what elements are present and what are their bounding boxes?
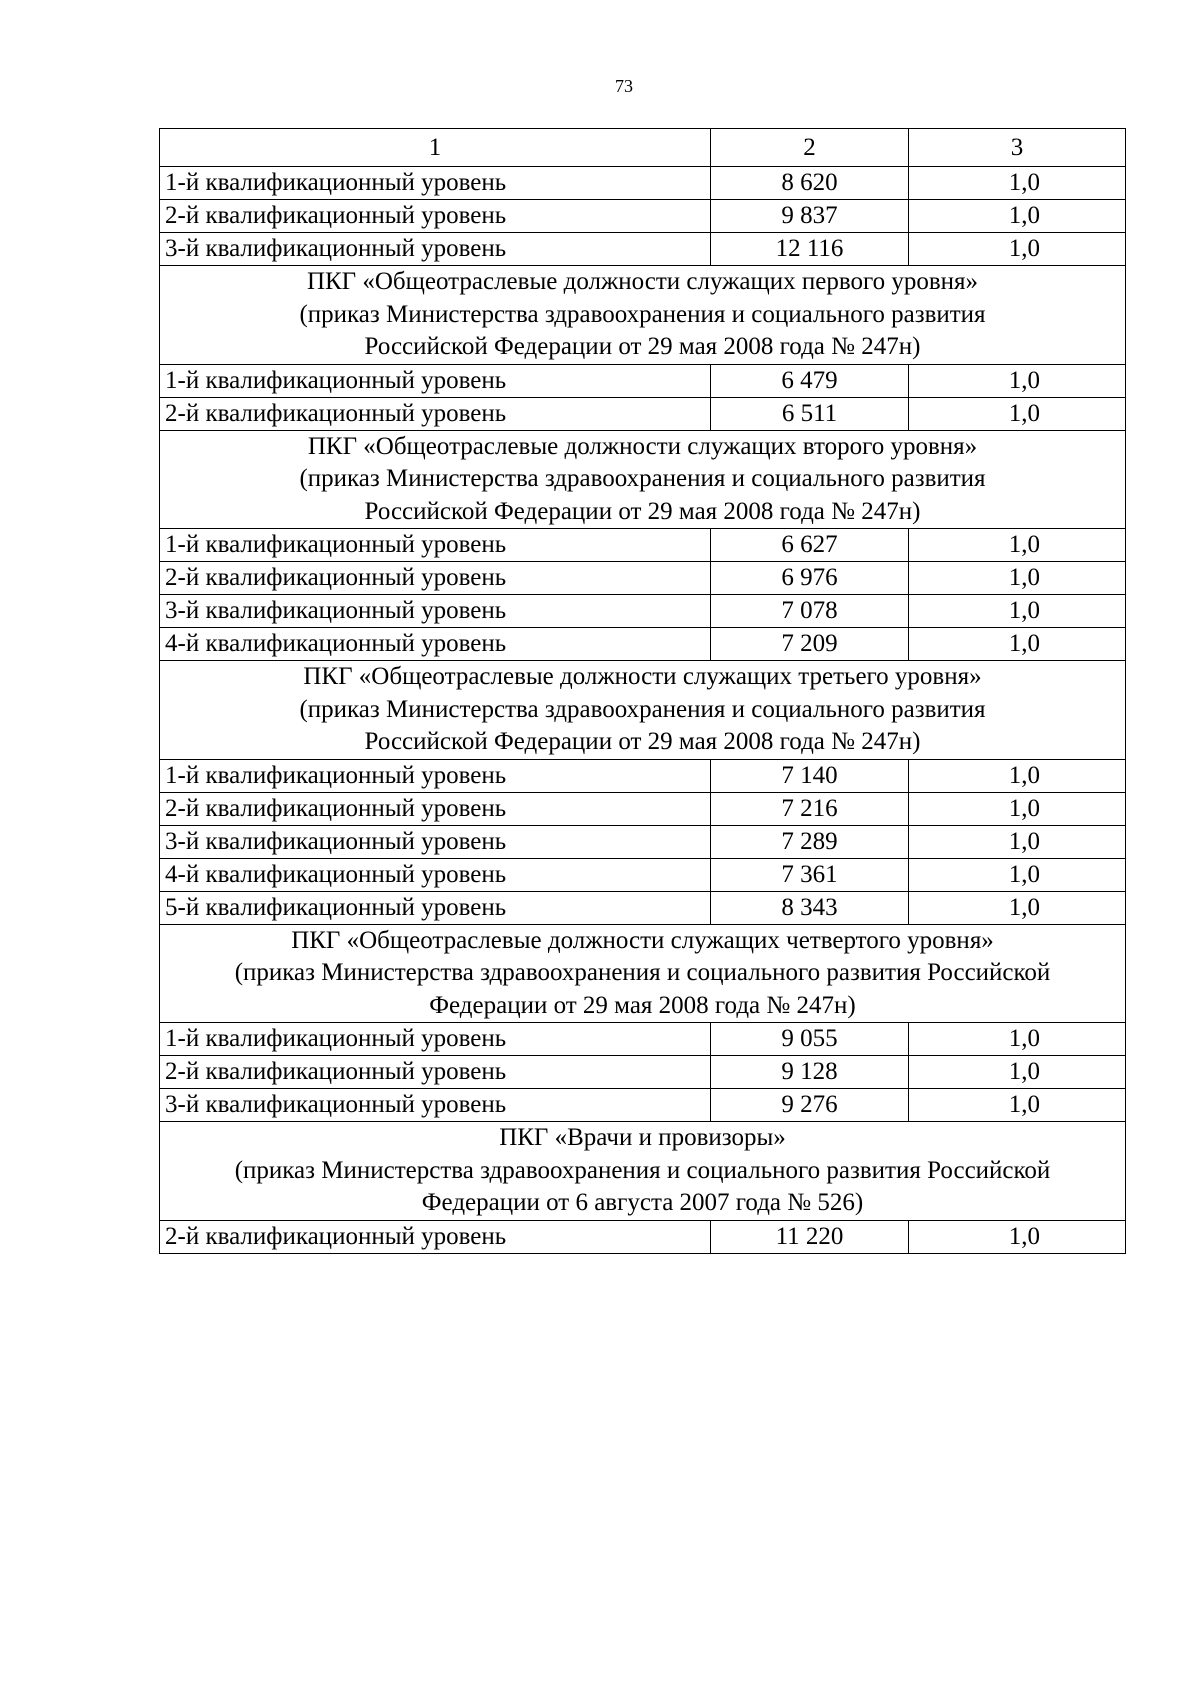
group-title-line: ПКГ «Общеотраслевые должности служащих второго уровня»: [307, 432, 978, 460]
salary-cell: 8 620: [711, 167, 909, 200]
table-row: [160, 233, 1126, 266]
coefficient-cell: 1,0: [909, 1089, 1126, 1122]
salary-cell: 11 220: [711, 1220, 909, 1253]
table-header-row: [160, 129, 1126, 167]
salary-cell: 7 209: [711, 628, 909, 661]
salary-cell: 7 361: [711, 858, 909, 891]
coefficient-cell: 1,0: [909, 792, 1126, 825]
table-row: [160, 792, 1126, 825]
qualification-level-cell: 5-й квалификационный уровень: [160, 891, 711, 924]
qualification-level-cell: 2-й квалификационный уровень: [160, 562, 711, 595]
salary-cell: 9 055: [711, 1023, 909, 1056]
table-row: [160, 529, 1126, 562]
table-row: [160, 562, 1126, 595]
column-header-2: 2: [711, 129, 909, 167]
group-title-line: (приказ Министерства здравоохранения и социального развития Российской: [234, 959, 1051, 986]
salary-cell: 6 976: [711, 562, 909, 595]
salary-cell: 6 627: [711, 529, 909, 562]
table-row: [160, 200, 1126, 233]
salary-cell: 7 078: [711, 595, 909, 628]
table-row: [160, 1056, 1126, 1089]
group-header-row: [160, 1122, 1126, 1221]
coefficient-cell: 1,0: [909, 759, 1126, 792]
salary-cell: 9 128: [711, 1056, 909, 1089]
qualification-level-cell: 1-й квалификационный уровень: [160, 1023, 711, 1056]
page-number: 73: [615, 76, 633, 96]
group-title-line: Федерации от 29 мая 2008 года № 247н): [429, 991, 856, 1019]
salary-cell: 9 276: [711, 1089, 909, 1122]
salary-cell: 12 116: [711, 233, 909, 266]
group-title-line: Российской Федерации от 29 мая 2008 года № 247н): [364, 728, 921, 755]
salary-cell: 8 343: [711, 891, 909, 924]
qualification-level-cell: 2-й квалификационный уровень: [160, 792, 711, 825]
group-title-line: (приказ Министерства здравоохранения и социального развития: [299, 465, 986, 492]
table-row: [160, 1220, 1126, 1253]
table-row: [160, 1089, 1126, 1122]
qualification-level-cell: 4-й квалификационный уровень: [160, 628, 711, 661]
salary-table-body: [160, 129, 1126, 1254]
table-row: [160, 1023, 1126, 1056]
table-row: [160, 759, 1126, 792]
table-row: [160, 167, 1126, 200]
coefficient-cell: 1,0: [909, 825, 1126, 858]
coefficient-cell: 1,0: [909, 167, 1126, 200]
qualification-level-cell: 3-й квалификационный уровень: [160, 233, 711, 266]
coefficient-cell: 1,0: [909, 364, 1126, 397]
table-row: [160, 825, 1126, 858]
column-header-1: 1: [160, 129, 711, 167]
group-header-row: [160, 924, 1126, 1023]
group-title-line: (приказ Министерства здравоохранения и социального развития: [299, 695, 986, 723]
group-title-line: Федерации от 6 августа 2007 года № 526): [421, 1189, 864, 1216]
group-title-line: (приказ Министерства здравоохранения и социального развития: [299, 300, 986, 328]
qualification-level-cell: 2-й квалификационный уровень: [160, 397, 711, 430]
qualification-level-cell: 1-й квалификационный уровень: [160, 364, 711, 397]
group-title: [160, 1122, 1126, 1221]
salary-cell: 7 140: [711, 759, 909, 792]
group-title-line: ПКГ «Общеотраслевые должности служащих третьего уровня»: [303, 663, 982, 690]
salary-cell: 7 289: [711, 825, 909, 858]
table-row: [160, 397, 1126, 430]
qualification-level-cell: 2-й квалификационный уровень: [160, 1056, 711, 1089]
qualification-level-cell: 3-й квалификационный уровень: [160, 1089, 711, 1122]
qualification-level-cell: 3-й квалификационный уровень: [160, 825, 711, 858]
table-row: [160, 891, 1126, 924]
coefficient-cell: 1,0: [909, 628, 1126, 661]
group-title-line: Российской Федерации от 29 мая 2008 года № 247н): [364, 333, 921, 360]
salary-cell: 9 837: [711, 200, 909, 233]
table-row: [160, 595, 1126, 628]
table-row: [160, 364, 1126, 397]
qualification-level-cell: 1-й квалификационный уровень: [160, 529, 711, 562]
group-header-row: [160, 661, 1126, 760]
salary-cell: 6 479: [711, 364, 909, 397]
table-row: [160, 858, 1126, 891]
qualification-level-cell: 4-й квалификационный уровень: [160, 858, 711, 891]
coefficient-cell: 1,0: [909, 200, 1126, 233]
qualification-level-cell: 2-й квалификационный уровень: [160, 200, 711, 233]
qualification-level-cell: 1-й квалификационный уровень: [160, 759, 711, 792]
coefficient-cell: 1,0: [909, 397, 1126, 430]
coefficient-cell: 1,0: [909, 1220, 1126, 1253]
group-title: [160, 924, 1126, 1023]
group-title-line: ПКГ «Врачи и провизоры»: [499, 1124, 786, 1151]
group-title: [160, 661, 1126, 760]
salary-table: [159, 128, 1126, 1254]
group-title-line: ПКГ «Общеотраслевые должности служащих первого уровня»: [306, 268, 979, 295]
table-row: [160, 628, 1126, 661]
coefficient-cell: 1,0: [909, 233, 1126, 266]
coefficient-cell: 1,0: [909, 595, 1126, 628]
column-header-3: 3: [909, 129, 1126, 167]
coefficient-cell: 1,0: [909, 1023, 1126, 1056]
qualification-level-cell: 2-й квалификационный уровень: [160, 1220, 711, 1253]
group-title: [160, 266, 1126, 365]
group-title-line: ПКГ «Общеотраслевые должности служащих четвертого уровня»: [291, 926, 994, 954]
qualification-level-cell: 1-й квалификационный уровень: [160, 167, 711, 200]
coefficient-cell: 1,0: [909, 891, 1126, 924]
group-header-row: [160, 430, 1126, 529]
group-title-line: (приказ Министерства здравоохранения и социального развития Российской: [234, 1156, 1051, 1184]
coefficient-cell: 1,0: [909, 1056, 1126, 1089]
coefficient-cell: 1,0: [909, 858, 1126, 891]
group-header-row: [160, 266, 1126, 365]
group-title: [160, 430, 1126, 529]
qualification-level-cell: 3-й квалификационный уровень: [160, 595, 711, 628]
coefficient-cell: 1,0: [909, 562, 1126, 595]
salary-cell: 6 511: [711, 397, 909, 430]
salary-cell: 7 216: [711, 792, 909, 825]
group-title-line: Российской Федерации от 29 мая 2008 года № 247н): [364, 497, 921, 525]
coefficient-cell: 1,0: [909, 529, 1126, 562]
